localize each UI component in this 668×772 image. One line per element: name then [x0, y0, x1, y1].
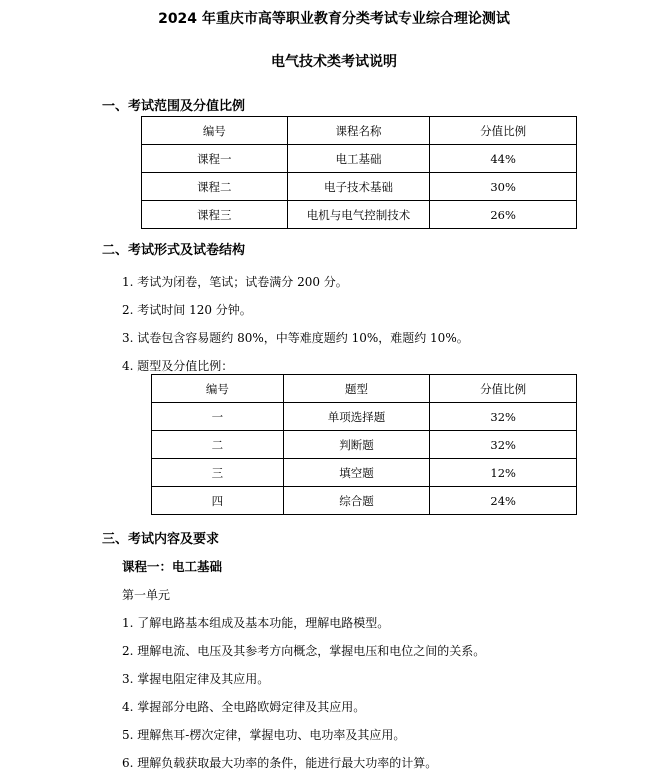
table-header-cell: 分值比例 — [430, 375, 577, 403]
table-cell: 32% — [430, 431, 577, 459]
table-cell: 30% — [430, 173, 577, 201]
table-cell: 电工基础 — [287, 145, 430, 173]
table-cell: 12% — [430, 459, 577, 487]
table-cell: 电机与电气控制技术 — [287, 201, 430, 229]
table-cell: 二 — [152, 431, 284, 459]
table-cell: 三 — [152, 459, 284, 487]
table-row — [152, 487, 577, 515]
list-item: 2. 考试时间 120 分钟。 — [122, 303, 252, 317]
list-item: 3. 掌握电阻定律及其应用。 — [122, 672, 270, 686]
document-subtitle: 电气技术类考试说明 — [271, 54, 397, 70]
question-type-table — [151, 374, 577, 515]
course-score-table — [141, 116, 577, 229]
table-header-cell: 编号 — [152, 375, 284, 403]
section-heading-scope: 一、考试范围及分值比例 — [102, 99, 246, 114]
table-header-cell: 课程名称 — [287, 117, 430, 145]
table-cell: 24% — [430, 487, 577, 515]
list-item: 4. 题型及分值比例： — [122, 359, 234, 373]
table-cell: 44% — [430, 145, 577, 173]
table-row — [142, 145, 577, 173]
section-heading-content: 三、考试内容及要求 — [102, 532, 220, 547]
document-title: 2024 年重庆市高等职业教育分类考试专业综合理论测试 — [158, 11, 510, 27]
table-cell: 课程一 — [142, 145, 288, 173]
table-header-row — [142, 117, 577, 145]
table-cell: 课程二 — [142, 173, 288, 201]
table-cell: 电子技术基础 — [287, 173, 430, 201]
list-item: 6. 理解负载获取最大功率的条件，能进行最大功率的计算。 — [122, 756, 438, 770]
table-cell: 课程三 — [142, 201, 288, 229]
table-row — [142, 173, 577, 201]
table-header-row — [152, 375, 577, 403]
unit-heading: 第一单元 — [122, 588, 171, 602]
table-row — [142, 201, 577, 229]
table-cell: 一 — [152, 403, 284, 431]
list-item: 1. 考试为闭卷，笔试；试卷满分 200 分。 — [122, 275, 348, 289]
table-row — [152, 403, 577, 431]
table-cell: 四 — [152, 487, 284, 515]
table-header-cell: 分值比例 — [430, 117, 577, 145]
table-row — [152, 431, 577, 459]
table-cell: 综合题 — [283, 487, 430, 515]
list-item: 2. 理解电流、电压及其参考方向概念，掌握电压和电位之间的关系。 — [122, 644, 486, 658]
table-cell: 填空题 — [283, 459, 430, 487]
table-cell: 单项选择题 — [283, 403, 430, 431]
list-item: 5. 理解焦耳-楞次定律，掌握电功、电功率及其应用。 — [122, 728, 406, 742]
list-item: 3. 试卷包含容易题约 80%，中等难度题约 10%，难题约 10%。 — [122, 331, 469, 345]
course-heading: 课程一：电工基础 — [122, 559, 223, 574]
table-row — [152, 459, 577, 487]
table-cell: 26% — [430, 201, 577, 229]
list-item: 4. 掌握部分电路、全电路欧姆定律及其应用。 — [122, 700, 366, 714]
list-item: 1. 了解电路基本组成及基本功能，理解电路模型。 — [122, 616, 390, 630]
table-header-cell: 编号 — [142, 117, 288, 145]
table-cell: 32% — [430, 403, 577, 431]
table-cell: 判断题 — [283, 431, 430, 459]
table-header-cell: 题型 — [283, 375, 430, 403]
section-heading-format: 二、考试形式及试卷结构 — [102, 243, 246, 258]
